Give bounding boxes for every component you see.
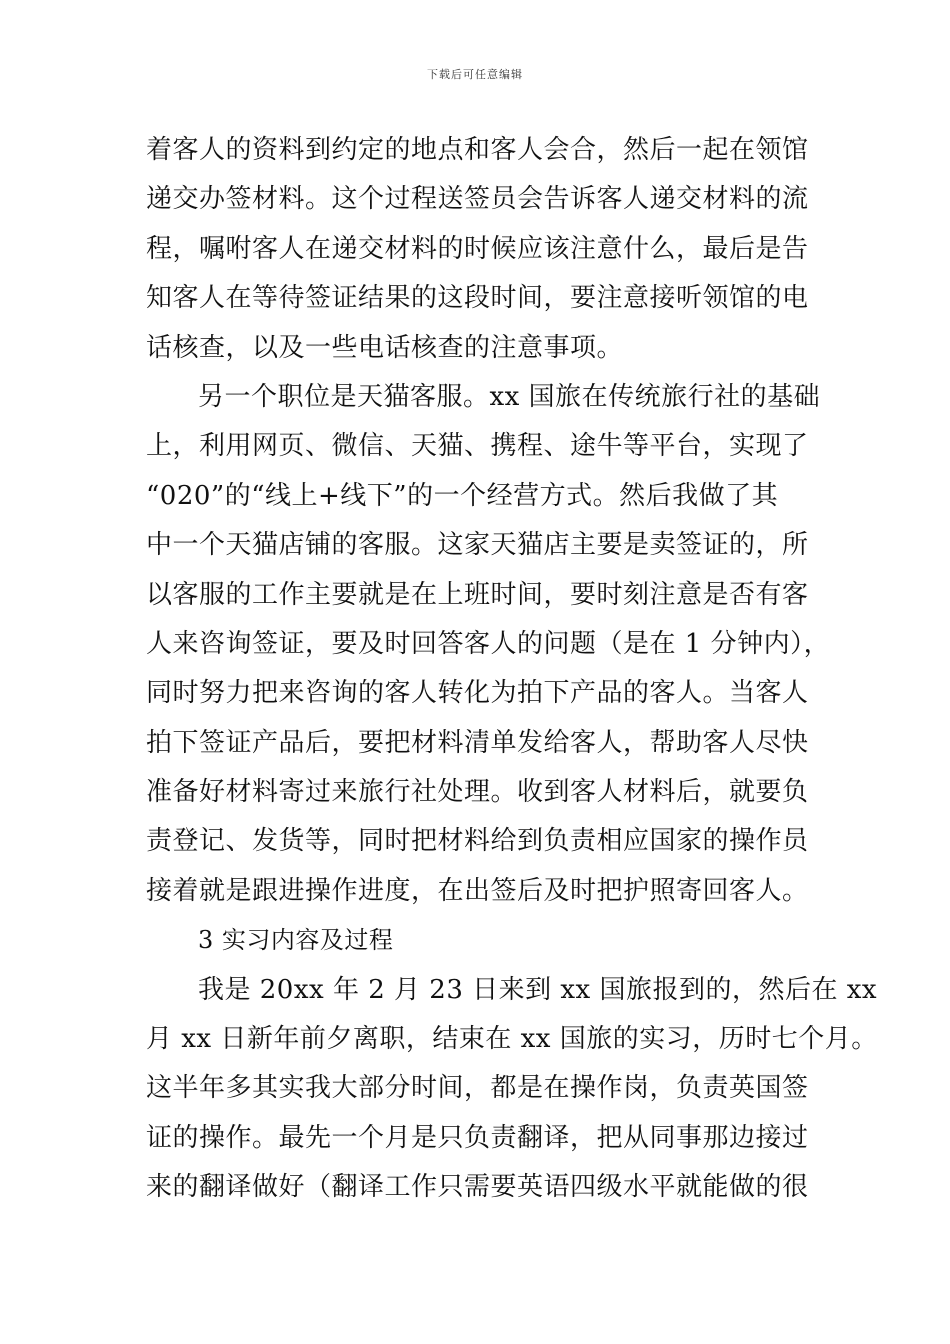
text-line: 证的操作。最先一个月是只负责翻译，把从同事那边接过 [146,1122,809,1153]
text-line: “020”的“线上+线下”的一个经营方式。然后我做了其 [146,480,779,511]
text-line: 以客服的工作主要就是在上班时间，要时刻注意是否有客 [146,579,809,610]
paragraph-start-line: 另一个职位是天猫客服。xx 国旅在传统旅行社的基础 [198,381,821,412]
text-line: 责登记、发货等，同时把材料给到负责相应国家的操作员 [146,826,809,857]
text-line: 程，嘱咐客人在递交材料的时候应该注意什么，最后是告 [146,233,809,264]
header-note: 下载后可任意编辑 [427,68,523,81]
text-line: 同时努力把来咨询的客人转化为拍下产品的客人。当客人 [146,678,809,709]
text-line: 来的翻译做好（翻译工作只需要英语四级水平就能做的很 [146,1172,809,1203]
text-line: 上，利用网页、微信、天猫、携程、途牛等平台，实现了 [146,431,809,462]
text-line: 月 xx 日新年前夕离职，结束在 xx 国旅的实习，历时七个月。 [146,1024,878,1055]
text-line: 中一个天猫店铺的客服。这家天猫店主要是卖签证的，所 [146,530,809,561]
text-line: 拍下签证产品后，要把材料清单发给客人，帮助客人尽快 [146,727,809,758]
text-line: 人来咨询签证，要及时回答客人的问题（是在 1 分钟内）， [146,628,831,659]
document-body [146,126,878,1213]
text-line: 递交办签材料。这个过程送签员会告诉客人递交材料的流 [146,184,809,215]
text-line: 接着就是跟进操作进度，在出签后及时把护照寄回客人。 [146,875,809,906]
text-line: 知客人在等待签证结果的这段时间，要注意接听领馆的电 [146,283,809,314]
paragraph-start-line: 我是 20xx 年 2 月 23 日来到 xx 国旅报到的，然后在 xx [198,974,878,1005]
text-line: 准备好材料寄过来旅行社处理。收到客人材料后，就要负 [146,777,809,808]
text-line: 话核查，以及一些电话核查的注意事项。 [146,332,624,363]
section-heading: 3 实习内容及过程 [198,926,394,955]
text-line: 着客人的资料到约定的地点和客人会合，然后一起在领馆 [146,135,809,165]
text-line: 这半年多其实我大部分时间，都是在操作岗，负责英国签 [146,1073,809,1104]
